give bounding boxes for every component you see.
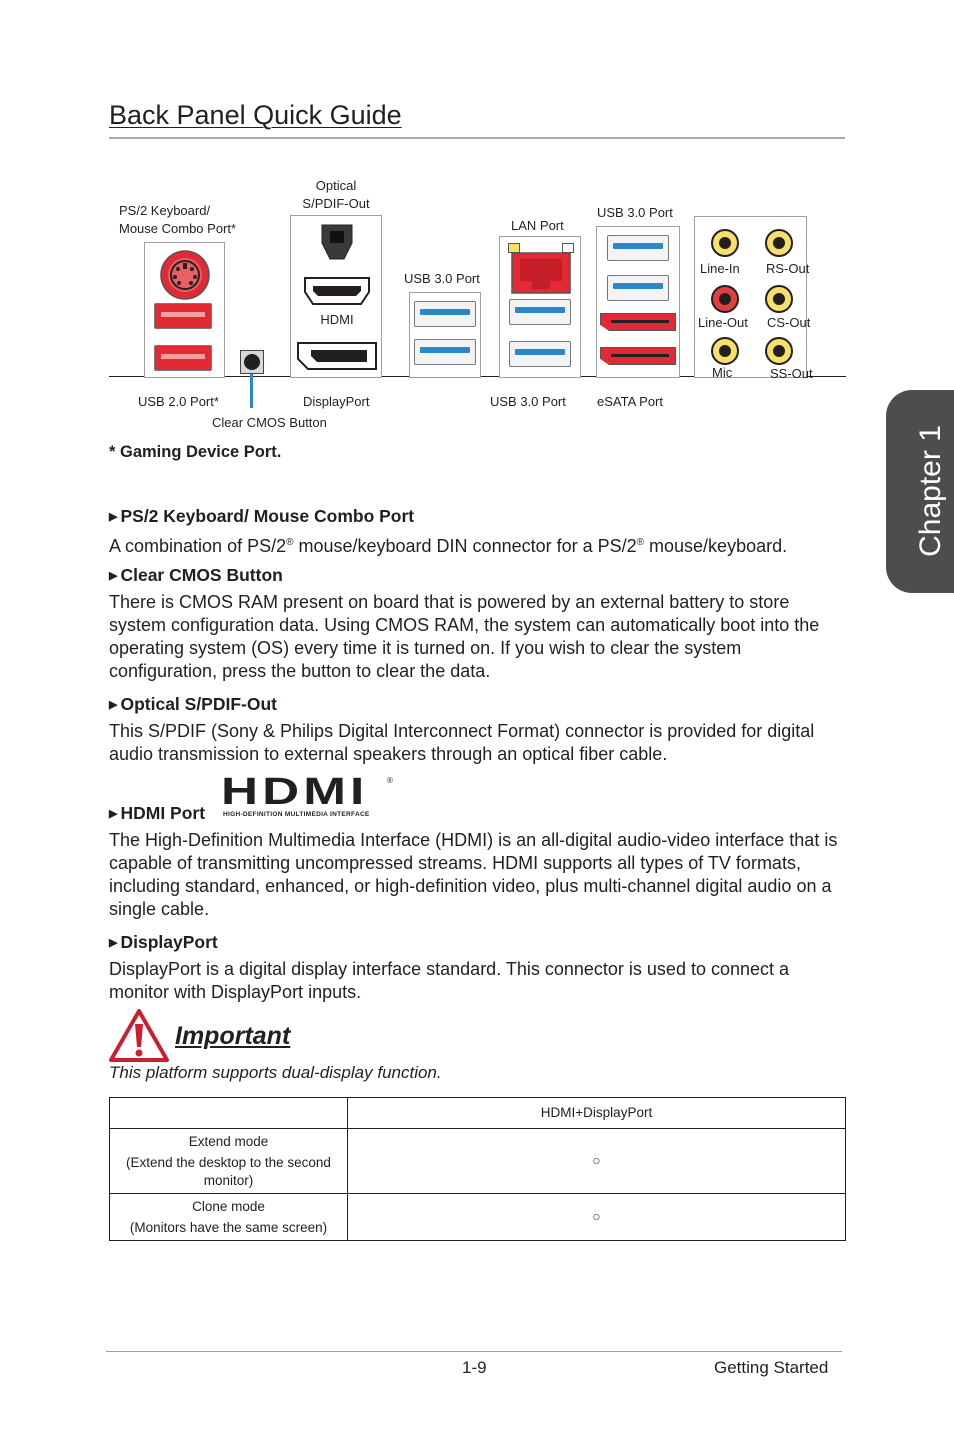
usb30-port (509, 341, 571, 367)
hdmi-logo-subtext: HIGH-DEFINITION MULTIMEDIA INTERFACE (223, 811, 370, 818)
chapter-tab-label: Chapter 1 (914, 425, 947, 557)
usb30-left-label: USB 3.0 Port (404, 271, 480, 286)
table-row (110, 1129, 846, 1194)
bullet-triangle-icon: ▶ (109, 808, 118, 820)
usb30-right-label: USB 3.0 Port (597, 205, 673, 220)
lan-usb30-panel (499, 236, 581, 378)
mic-jack (711, 337, 739, 365)
section-body-optical: This S/PDIF (Sony & Philips Digital Interconnect Format) connector is provided for digital audio transmission to external speakers through an optical fiber cable. (109, 721, 815, 764)
audio-panel (694, 216, 813, 381)
section-heading-text: DisplayPort (120, 932, 218, 952)
usb30-port (607, 235, 669, 261)
mode-name: Clone mode (192, 1198, 265, 1214)
usb20-port-upper (154, 303, 212, 329)
section-body-hdmi: The High-Definition Multimedia Interface (HDMI) is an all-digital audio-video interface that is capable of transmitting uncompressed streams. HDMI supports all types of TV formats, including standard, enhanced, or high-definition video, plus multi-channel digital audio on a single cable. (109, 830, 838, 919)
table-cell-value: ○ (348, 1129, 846, 1194)
mic-label: Mic (712, 365, 733, 380)
optical-port-icon (318, 223, 356, 261)
gaming-footnote: * Gaming Device Port. (109, 443, 282, 461)
ps2-label-line2: Mouse Combo Port* (119, 221, 237, 236)
hdmi-port-icon (303, 276, 371, 306)
displayport-port-icon (295, 340, 379, 372)
esata-bottom-label: eSATA Port (597, 394, 663, 409)
bullet-triangle-icon: ▶ (109, 937, 118, 949)
hdmi-logo-text: HDMI (221, 771, 369, 813)
section-body-cmos: There is CMOS RAM present on board that is powered by an external battery to store system configuration data. Using CMOS RAM, the system can automatically boot into the operating system (OS) every time it is turned on. If you wish to clear the system configuration, press the button to clear the data. (109, 592, 820, 681)
line-out-label: Line-Out (698, 315, 748, 330)
section-heading-optical (109, 694, 277, 715)
usb30-esata-panel (596, 226, 680, 378)
table-header-cell (110, 1098, 348, 1129)
section-heading-cmos (109, 565, 283, 586)
mode-desc: (Extend the desktop to the second monitor) (126, 1154, 331, 1188)
optical-label-line1: Optical (315, 178, 357, 193)
footer-section: Getting Started (714, 1358, 829, 1377)
ss-out-label: SS-Out (770, 366, 813, 381)
line-in-jack (711, 229, 739, 257)
registered-mark: ® (387, 776, 393, 785)
important-note: This platform supports dual-display function. (109, 1063, 442, 1082)
section-body-ps2 (109, 531, 849, 558)
cs-out-jack (765, 285, 793, 313)
important-title: Important (175, 1022, 291, 1050)
cs-out-label: CS-Out (767, 315, 811, 330)
usb30-port (607, 275, 669, 301)
body-text: A combination of PS/2 (109, 536, 287, 556)
warning-triangle-icon (108, 1008, 170, 1063)
rs-out-jack (765, 229, 793, 257)
section-heading-ps2 (109, 506, 414, 527)
registered-mark: ® (636, 537, 645, 548)
hdmi-port-label: HDMI (320, 312, 354, 327)
line-in-label: Line-In (700, 261, 740, 276)
back-panel-diagram (0, 0, 954, 440)
page-title: Back Panel Quick Guide (109, 100, 402, 130)
section-heading-text: HDMI Port (120, 803, 206, 823)
mode-name: Extend mode (188, 1133, 269, 1149)
ps2-label-line1: PS/2 Keyboard/ (119, 203, 211, 218)
section-heading-hdmi (109, 803, 205, 824)
usb20-bottom-label: USB 2.0 Port* (138, 394, 219, 409)
optical-label-line2: S/PDIF-Out (302, 196, 370, 211)
table-cell-mode (110, 1194, 348, 1241)
ss-out-jack (765, 337, 793, 365)
clear-cmos-label: Clear CMOS Button (212, 415, 327, 430)
mode-desc: (Monitors have the same screen) (129, 1219, 328, 1235)
footer-divider (106, 1351, 842, 1352)
usb30-port (414, 339, 476, 365)
hdmi-logo (221, 771, 399, 822)
section-body-displayport: DisplayPort is a digital display interface standard. This connector is used to connect a monitor with DisplayPort inputs. (109, 959, 790, 1002)
table-cell-mode (110, 1129, 348, 1194)
ps2-port-icon (159, 249, 211, 301)
ps2-usb2-panel (144, 242, 225, 378)
section-heading-text: PS/2 Keyboard/ Mouse Combo Port (120, 506, 415, 526)
table-header-cell: HDMI+DisplayPort (348, 1098, 846, 1129)
line-out-jack (711, 285, 739, 313)
body-text: mouse/keyboard DIN connector for a PS/2 (293, 536, 637, 556)
lan-port-icon (510, 251, 572, 295)
lan-label: LAN Port (511, 218, 564, 233)
registered-mark: ® (286, 537, 294, 548)
table-cell-value: ○ (348, 1194, 846, 1241)
esata-port (600, 347, 676, 365)
usb30-left-panel (409, 292, 481, 378)
section-heading-text: Optical S/PDIF-Out (120, 694, 278, 714)
section-heading-displayport (109, 932, 218, 953)
esata-port (600, 313, 676, 331)
display-mode-table (109, 1097, 846, 1241)
usb30-bottom-label: USB 3.0 Port (490, 394, 566, 409)
bullet-triangle-icon: ▶ (109, 511, 118, 523)
body-text: mouse/keyboard. (644, 536, 788, 556)
clear-cmos-button (240, 350, 264, 374)
video-audio-panel (290, 215, 382, 378)
page-number: 1-9 (462, 1358, 487, 1377)
displayport-bottom-label: DisplayPort (303, 394, 370, 409)
usb30-port (509, 299, 571, 325)
table-header-row (110, 1098, 846, 1129)
rs-out-label: RS-Out (766, 261, 810, 276)
usb30-port (414, 301, 476, 327)
bullet-triangle-icon: ▶ (109, 570, 118, 582)
clear-cmos-leader (250, 374, 253, 408)
usb20-port-lower (154, 345, 212, 371)
section-heading-text: Clear CMOS Button (120, 565, 283, 585)
bullet-triangle-icon: ▶ (109, 699, 118, 711)
table-row (110, 1194, 846, 1241)
